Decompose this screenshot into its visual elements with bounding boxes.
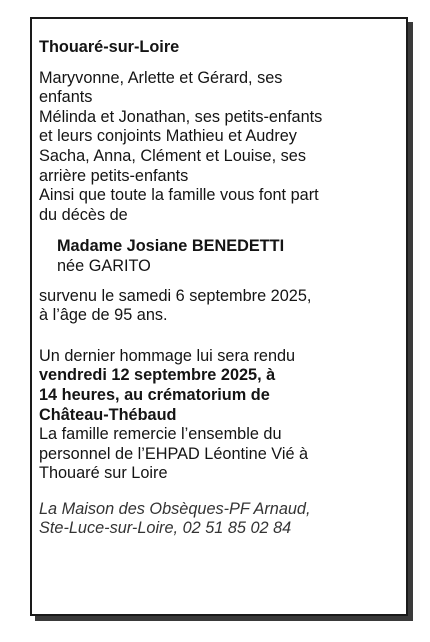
- tribute-bold-line: Château-Thébaud: [39, 405, 177, 424]
- family-line: Sacha, Anna, Clément et Louise, ses: [39, 146, 306, 165]
- family-line: arrière petits-enfants: [39, 166, 189, 185]
- town-heading: Thouaré-sur-Loire: [39, 38, 180, 56]
- family-line: Maryvonne, Arlette et Gérard, ses: [39, 68, 283, 87]
- maiden-name: née GARITO: [57, 256, 151, 275]
- family-announcement: [39, 69, 349, 226]
- thanks-line: personnel de l’EHPAD Léontine Vié à: [39, 444, 309, 463]
- family-line: enfants: [39, 88, 93, 107]
- death-line: survenu le samedi 6 septembre 2025,: [39, 286, 312, 305]
- thanks-line: La famille remercie l’ensemble du: [39, 425, 282, 444]
- death-notice-content: [39, 38, 349, 539]
- family-line: du décès de: [39, 205, 128, 224]
- tribute-bold-line: vendredi 12 septembre 2025, à: [39, 366, 276, 385]
- thanks-line: Thouaré sur Loire: [39, 464, 168, 483]
- family-line: Mélinda et Jonathan, ses petits-enfants: [39, 107, 323, 126]
- tribute-bold-line: 14 heures, au crématorium de: [39, 385, 270, 404]
- tribute-details: [39, 347, 349, 484]
- funeral-home-contact: [39, 500, 349, 539]
- family-line: et leurs conjoints Mathieu et Audrey: [39, 127, 297, 146]
- death-details: [39, 287, 349, 326]
- death-line: à l’âge de 95 ans.: [39, 306, 168, 325]
- deceased-name: Madame Josiane BENEDETTI: [57, 237, 285, 256]
- family-line: Ainsi que toute la famille vous font part: [39, 186, 319, 205]
- funeral-home-line: La Maison des Obsèques-PF Arnaud,: [39, 499, 311, 518]
- funeral-home-line: Ste-Luce-sur-Loire, 02 51 85 02 84: [39, 519, 292, 538]
- deceased-block: [57, 237, 349, 276]
- tribute-intro: Un dernier hommage lui sera rendu: [39, 346, 296, 365]
